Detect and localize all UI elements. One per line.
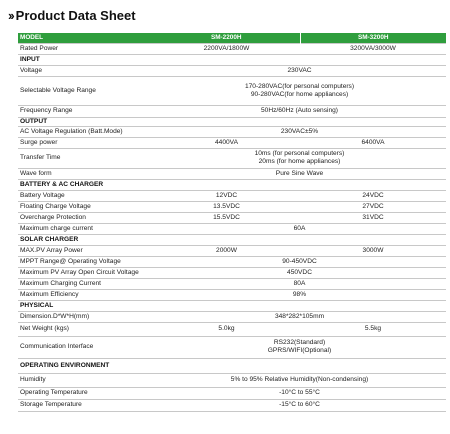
table-row bbox=[18, 267, 446, 278]
table-row bbox=[18, 336, 446, 358]
value-model-2: 6400VA bbox=[300, 137, 446, 148]
value-model-1: 12VDC bbox=[153, 190, 300, 201]
value-model-2: 27VDC bbox=[300, 201, 446, 212]
table-row bbox=[18, 126, 446, 137]
row-label: Rated Power bbox=[18, 43, 153, 54]
row-label: Storage Temperature bbox=[18, 399, 153, 411]
value-model-1: 5.0kg bbox=[153, 322, 300, 336]
table-row bbox=[18, 256, 446, 267]
model-1-header: SM-2200H bbox=[153, 33, 300, 43]
value-line: 170-280VAC(for personal computers) bbox=[244, 82, 355, 90]
section-row bbox=[18, 234, 446, 245]
page-title-bar bbox=[8, 4, 136, 26]
double-chevron-icon: ›› bbox=[8, 7, 13, 23]
value-model-2: 24VDC bbox=[300, 190, 446, 201]
row-label: Battery Voltage bbox=[18, 190, 153, 201]
shared-value: 348*282*105mm bbox=[153, 311, 446, 322]
row-label: Transfer Time bbox=[18, 148, 153, 168]
row-label: Communication Interface bbox=[18, 336, 153, 358]
value-model-2: 5.5kg bbox=[300, 322, 446, 336]
shared-value: 5% to 95% Relative Humidity(Non-condensing) bbox=[153, 373, 446, 387]
section-heading: INPUT bbox=[18, 54, 446, 65]
table-row bbox=[18, 322, 446, 336]
row-label: Dimension.D*W*H(mm) bbox=[18, 311, 153, 322]
value-model-2: 3200VA/3000W bbox=[300, 43, 446, 54]
row-label: Overcharge Protection bbox=[18, 212, 153, 223]
section-heading: OUTPUT bbox=[18, 117, 446, 126]
row-label: Maximum PV Array Open Circuit Voltage bbox=[18, 267, 153, 278]
section-heading: SOLAR CHARGER bbox=[18, 234, 446, 245]
table-row bbox=[18, 201, 446, 212]
model-header: MODEL bbox=[18, 33, 153, 43]
row-label: Floating Charge Voltage bbox=[18, 201, 153, 212]
value-model-2: 3000W bbox=[300, 245, 446, 256]
value-model-1: 2200VA/1800W bbox=[153, 43, 300, 54]
table-row bbox=[18, 137, 446, 148]
table-row bbox=[18, 168, 446, 179]
shared-value: -15°C to 60°C bbox=[153, 399, 446, 411]
header-row bbox=[18, 33, 446, 43]
value-line: 90-280VAC(for home appliances) bbox=[250, 90, 349, 98]
shared-value bbox=[153, 336, 446, 358]
spec-table bbox=[18, 33, 446, 412]
shared-value: 80A bbox=[153, 278, 446, 289]
shared-value: 450VDC bbox=[153, 267, 446, 278]
shared-value: 230VAC±5% bbox=[153, 126, 446, 137]
row-label: Operating Temperature bbox=[18, 387, 153, 399]
table-row bbox=[18, 311, 446, 322]
table-row bbox=[18, 223, 446, 234]
value-line: 10ms (for personal computers) bbox=[254, 150, 345, 158]
section-row bbox=[18, 300, 446, 311]
page-title: Product Data Sheet bbox=[15, 7, 136, 23]
shared-value: 60A bbox=[153, 223, 446, 234]
table-row bbox=[18, 399, 446, 411]
shared-value bbox=[153, 76, 446, 105]
row-label: Voltage bbox=[18, 65, 153, 76]
value-line: RS232(Standard) bbox=[273, 339, 326, 347]
row-label: Surge power bbox=[18, 137, 153, 148]
section-heading: BATTERY & AC CHARGER bbox=[18, 179, 446, 190]
table-row bbox=[18, 190, 446, 201]
value-line: GPRS/WIFI(Optional) bbox=[267, 347, 332, 354]
row-label: Maximum charge current bbox=[18, 223, 153, 234]
table-row bbox=[18, 148, 446, 168]
shared-value: 90-450VDC bbox=[153, 256, 446, 267]
value-model-2: 31VDC bbox=[300, 212, 446, 223]
table-row bbox=[18, 373, 446, 387]
shared-value: Pure Sine Wave bbox=[153, 168, 446, 179]
row-label: Wave form bbox=[18, 168, 153, 179]
table-row bbox=[18, 245, 446, 256]
value-line: 20ms (for home appliances) bbox=[258, 158, 341, 165]
table-row bbox=[18, 105, 446, 117]
row-label: Frequency Range bbox=[18, 105, 153, 117]
table-row bbox=[18, 289, 446, 300]
table-row bbox=[18, 76, 446, 105]
section-heading: PHYSICAL bbox=[18, 300, 446, 311]
row-label: Humidity bbox=[18, 373, 153, 387]
table-row bbox=[18, 65, 446, 76]
shared-value bbox=[153, 148, 446, 168]
section-row bbox=[18, 179, 446, 190]
section-row bbox=[18, 117, 446, 126]
table-row bbox=[18, 212, 446, 223]
table-row bbox=[18, 387, 446, 399]
section-row bbox=[18, 358, 446, 373]
shared-value: 98% bbox=[153, 289, 446, 300]
row-label: Selectable Voltage Range bbox=[18, 76, 153, 105]
row-label: Maximum Efficiency bbox=[18, 289, 153, 300]
shared-value: 230VAC bbox=[153, 65, 446, 76]
value-model-1: 15.5VDC bbox=[153, 212, 300, 223]
value-model-1: 13.5VDC bbox=[153, 201, 300, 212]
row-label: Maximum Charging Current bbox=[18, 278, 153, 289]
section-heading: OPERATING ENVIRONMENT bbox=[18, 358, 446, 373]
table-row bbox=[18, 278, 446, 289]
shared-value: -10°C to 55°C bbox=[153, 387, 446, 399]
section-row bbox=[18, 54, 446, 65]
value-model-1: 4400VA bbox=[153, 137, 300, 148]
row-label: MPPT Range@ Operating Voltage bbox=[18, 256, 153, 267]
row-label: AC Voltage Regulation (Batt.Mode) bbox=[18, 126, 153, 137]
table-row bbox=[18, 43, 446, 54]
model-2-header: SM-3200H bbox=[300, 33, 446, 43]
shared-value: 50Hz/60Hz (Auto sensing) bbox=[153, 105, 446, 117]
value-model-1: 2000W bbox=[153, 245, 300, 256]
row-label: MAX.PV Array Power bbox=[18, 245, 153, 256]
row-label: Net Weight (kgs) bbox=[18, 322, 153, 336]
